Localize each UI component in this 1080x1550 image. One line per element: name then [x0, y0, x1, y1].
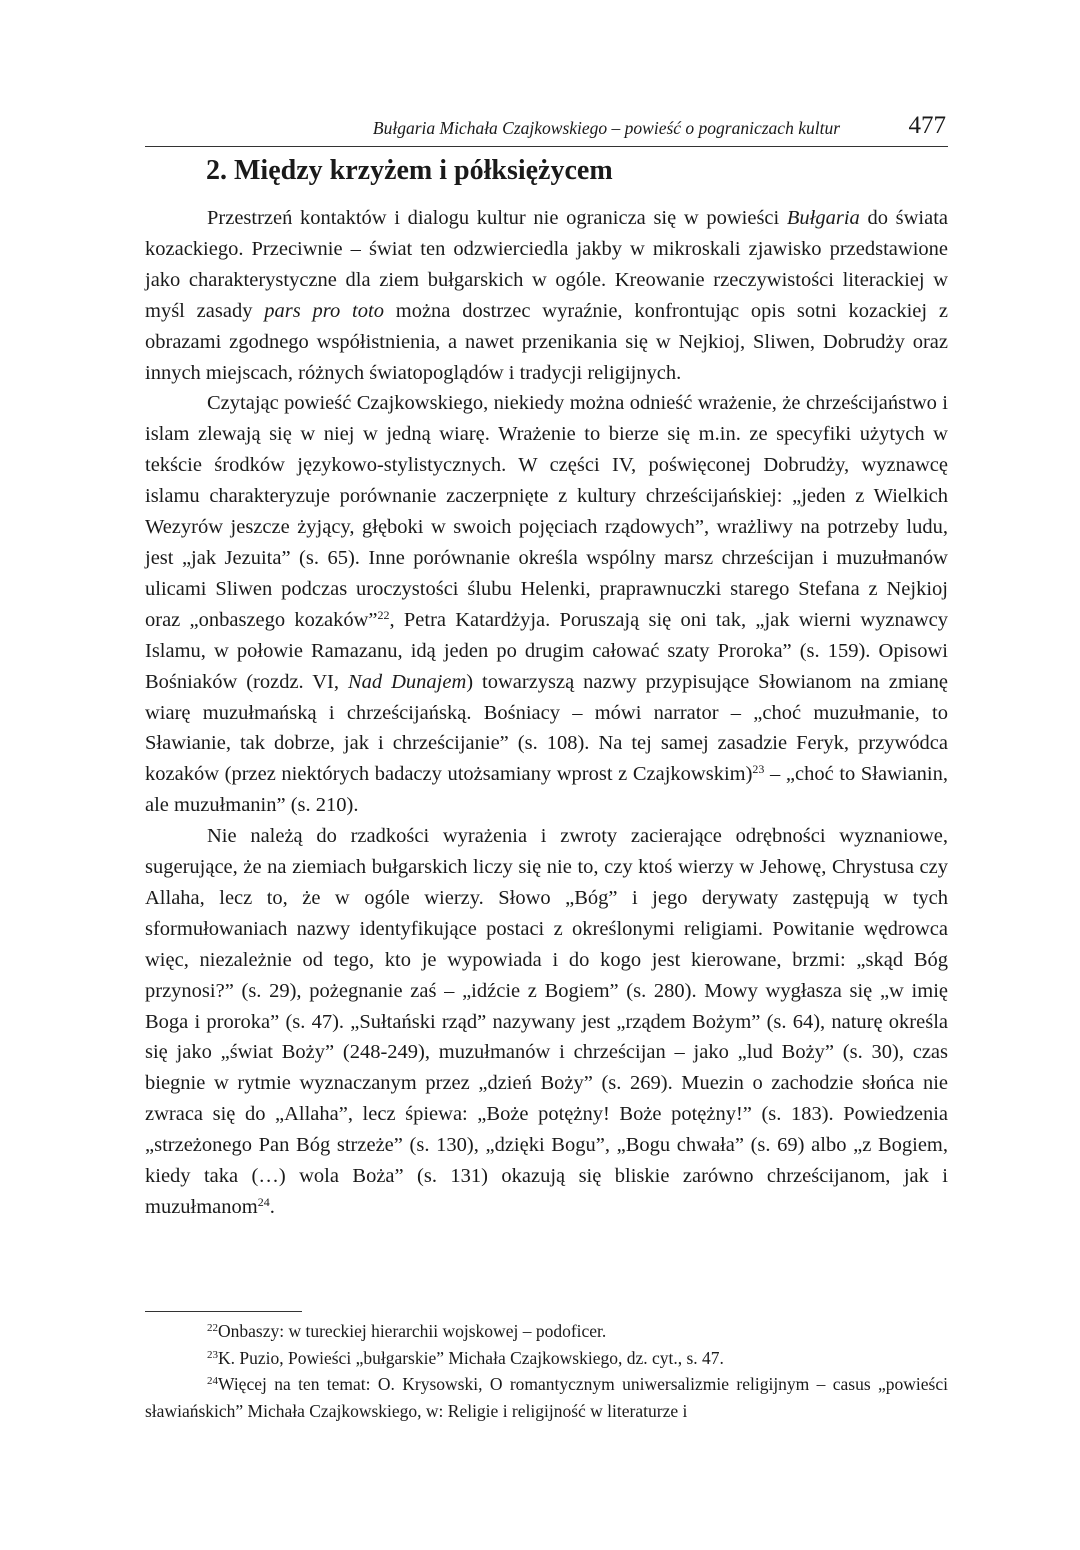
running-header	[145, 112, 948, 147]
chapter-title-nad-dunajem: Nad Dunajem	[347, 670, 467, 693]
footnote-text: K. Puzio, Powieści „bułgarskie” Michała Czajkowskiego, dz. cyt., s. 47.	[218, 1347, 724, 1368]
footnote-number: 23	[207, 1348, 218, 1361]
footnote-item	[145, 1345, 948, 1372]
running-title: Bułgaria Michała Czajkowskiego – powieść o pograniczach kultur	[372, 118, 840, 138]
paragraph-1-text-e: można dostrzec wyraźnie, konfrontując opis sotni kozackiej z obrazami zgodnego współistnienia, a nawet przenikania się w Nejkioj, Sliwen, Dobrudży oraz innych miejscach, różnych światopoglądów i tradycji religijnych.	[145, 299, 948, 384]
body-text	[145, 203, 948, 1223]
footnote-ref-23[interactable]: 23	[752, 762, 765, 777]
paragraph-2-text-a: Czytając powieść Czajkowskiego, niekiedy można odnieść wrażenie, że chrześcijaństwo i islam zlewają się w niej w jedną wiarę. Wrażenie to bierze się m.in. ze specyfiki użytych w tekście środków językowo-stylistycznych. W części IV, poświęconej Dobrudży, wyznawcę islamu charakteryzuje porównanie zaczerpnięte z kultury chrześcijańskiej: „jeden z Wielkich Wezyrów jeszcze żyjący, głęboki w swoich pojęciach rządowych”, wrażliwy na potrzeby ludu, jest „jak Jezuita” (s. 65). Inne porównanie określa wspólny marsz chrześcijan i muzułmanów ulicami Sliwen podczas uroczystości ślubu Helenki, praprawnuczki starego Stefana z Nejkioj oraz „onbaszego kozaków”	[145, 392, 948, 631]
paragraph-3-text-b: .	[269, 1196, 275, 1218]
footnote-item	[145, 1318, 948, 1345]
latin-phrase: pars pro toto	[264, 299, 384, 322]
footnote-number: 24	[207, 1375, 218, 1387]
footnote-item	[145, 1371, 948, 1424]
section-heading: 2. Między krzyżem i półksiężycem	[206, 155, 613, 186]
paragraph-3-text-a: Nie należą do rzadkości wyrażenia i zwroty zacierające odrębności wyznaniowe, sugerujące, że na ziemiach bułgarskich liczy się nie to, czy ktoś wierzy w Jehowę, Chrystusa czy Allaha, lecz to, że w ogóle wierzy. Słowo „Bóg” i jego derywaty zastępują w tych sformułowaniach nazwy identyfikujące postaci z określonymi religiami. Powitanie wędrowca więc, niezależnie od tego, kto je wypowiada i do kogo jest kierowane, brzmi: „skąd Bóg przynosi?” (s. 29), pożegnanie zaś – „idźcie z Bogiem” (s. 280). Mowy wygłasza się „w imię Boga i proroka” (s. 47). „Sułtański rząd” nazywany jest „rządem Bożym” (s. 64), naturę określa się jako „świat Boży” (248-249), muzułmanów i chrześcijan – jako „lud Boży” (s. 30), czas biegnie w rytmie wyznaczanym przez „dzień Boży” (s. 269). Muezin o zachodzie słońca nie zwraca się do „Allaha”, lecz śpiewa: „Boże potężny! Boże potężny!” (s. 183). Powiedzenia „strzeżonego Pan Bóg strzeże” (s. 130), „dzięki Bogu”, „Bogu chwała” (s. 69) albo „z Bogiem, kiedy taka (…) wola Boża” (s. 131) okazują się bliskie zarówno chrześcijanom, jak i muzułmanom	[145, 825, 948, 1218]
paragraph-2-text-b: , Petra Katardżyja. Poruszają się oni tak, „jak wierni wyznawcy Islamu, w połowie Ramazanu, idą jeden po drugim całować szaty Proroka” (s. 159). Opisowi Bośniaków (rozdz. VI,	[145, 608, 949, 693]
footnote-ref-24[interactable]: 24	[257, 1195, 270, 1209]
footnote-ref-22[interactable]: 22	[377, 607, 390, 622]
paragraph-2-text-e: – „choć to Sławianin, ale muzułmanin” (s. 210).	[145, 763, 948, 817]
paragraph-1-text-a: Przestrzeń kontaktów i dialogu kultur nie ogranicza się w powieści	[207, 207, 787, 229]
footnote-separator	[145, 1311, 302, 1312]
footnote-number: 22	[207, 1322, 218, 1334]
page-number: 477	[908, 112, 946, 139]
paragraph-1-text-c: do świata kozackiego. Przeciwnie – świat ten odzwierciedla jakby w mikroskali zjawisko przedstawione jako charakterystyczne dla ziem bułgarskich w ogóle. Kreowanie rzeczywistości literackiej w myśl zasady	[145, 207, 948, 322]
book-title-bulgaria: Bułgaria	[786, 207, 860, 229]
paragraph-3	[145, 821, 948, 1223]
paragraph-2-text-d: ) towarzyszą nazwy przypisujące Słowianom na zmianę wiarę muzułmańską i chrześcijańską. Bośniacy – mówi narrator – „choć muzułmanie, to Sławianie, tak dobrze, jak i chrześcijanie” (s. 108). Na tej samej zasadzie Feryk, przywódca kozaków (przez niektórych badaczy utożsamiany wprost z Czajkowskim)	[145, 670, 948, 786]
footnotes	[145, 1318, 948, 1424]
paragraph-2	[145, 388, 948, 821]
footnote-text: Onbaszy: w tureckiej hierarchii wojskowej – podoficer.	[218, 1321, 607, 1341]
footnote-text: Więcej na ten temat: O. Krysowski, O romantycznym uniwersalizmie religijnym – casus „powieści sławiańskich” Michała Czajkowskiego, w: Religie i religijność w literaturze i	[145, 1374, 948, 1421]
paragraph-1	[145, 203, 948, 388]
